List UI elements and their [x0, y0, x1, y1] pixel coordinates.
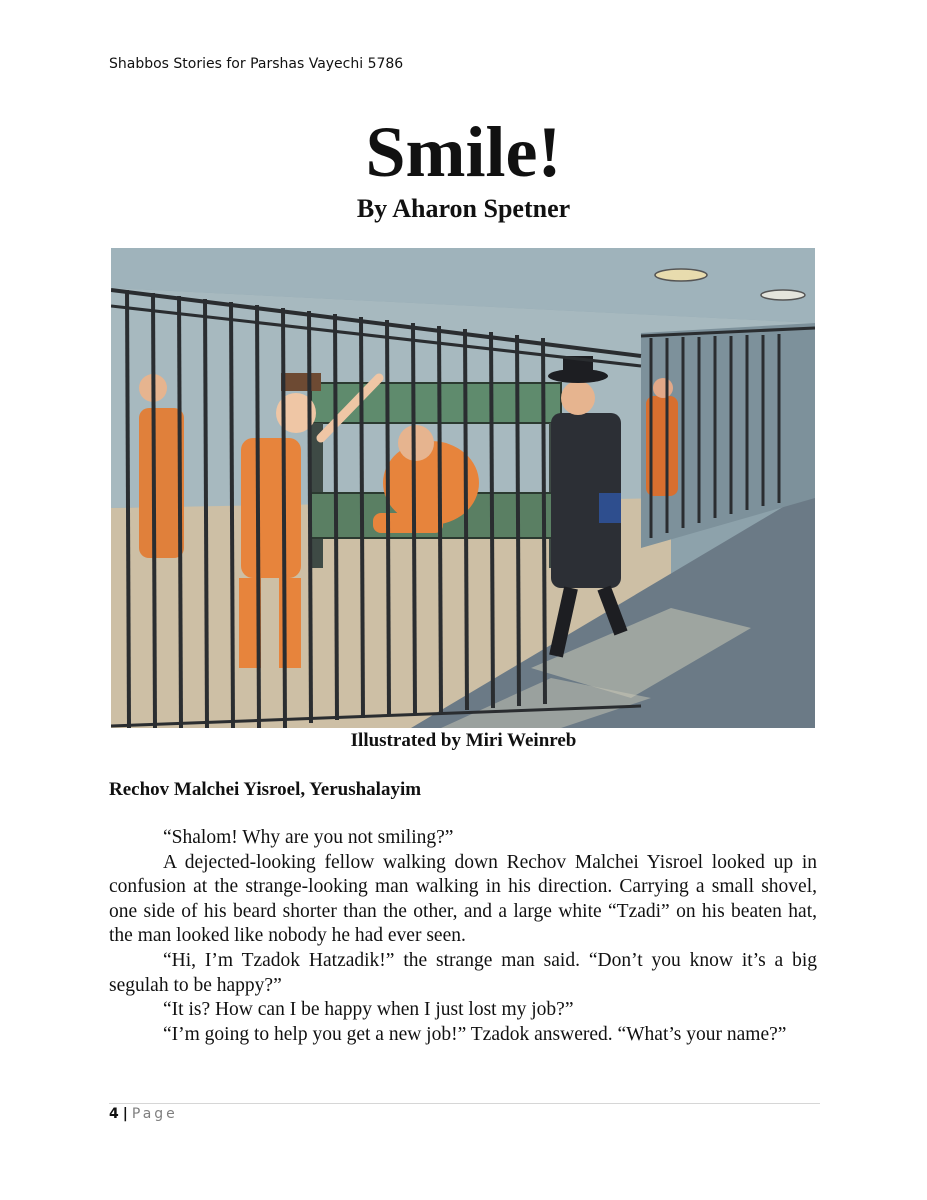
page-footer: [109, 1106, 178, 1122]
page-label: Page: [131, 1106, 178, 1122]
story-illustration: [111, 248, 815, 728]
page-number: 4: [109, 1106, 119, 1122]
footer-divider: [109, 1103, 820, 1104]
story-title: Smile!: [365, 112, 562, 192]
story-byline: By Aharon Spetner: [356, 194, 571, 223]
story-body: [109, 826, 817, 1047]
story-paragraph: “I’m going to help you get a new job!” Tzadok answered. “What’s your name?”: [163, 1023, 787, 1045]
footer-separator: |: [122, 1106, 128, 1122]
illustration-caption: Illustrated by Miri Weinreb: [350, 730, 577, 751]
running-header: Shabbos Stories for Parshas Vayechi 5786: [109, 56, 404, 72]
story-paragraph: “It is? How can I be happy when I just lost my job?”: [163, 999, 574, 1021]
story-paragraph: A dejected-looking fellow walking down Rechov Malchei Yisroel looked up in confusion at the strange-looking man walking in his direction. Carrying a small shovel, one side of his beard shorter than the other, and a large white “Tzadi” on his beaten hat, the man looked like nobody he had ever seen.: [109, 851, 817, 947]
story-paragraph: “Shalom! Why are you not smiling?”: [163, 827, 454, 848]
story-location-heading: Rechov Malchei Yisroel, Yerushalayim: [109, 779, 422, 800]
story-paragraph: “Hi, I’m Tzadok Hatzadik!” the strange man said. “Don’t you know it’s a big segulah to be happy?”: [109, 949, 817, 996]
